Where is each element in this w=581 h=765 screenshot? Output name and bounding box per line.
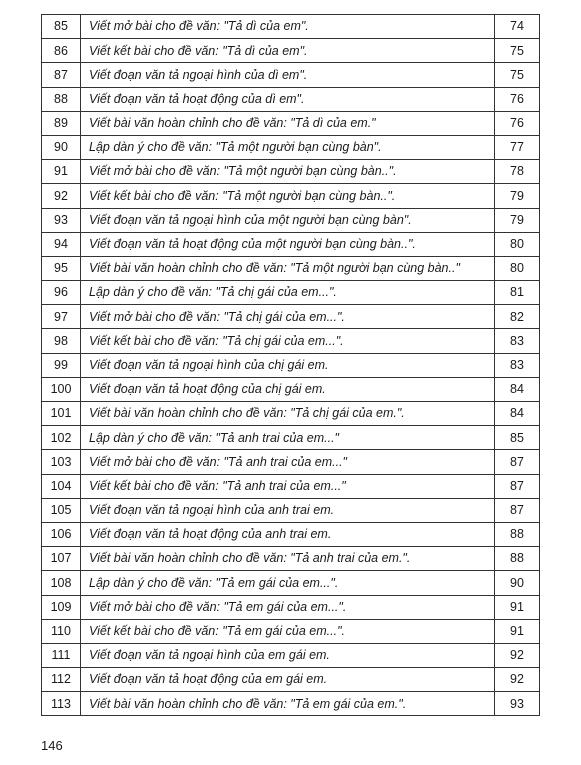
- lesson-number: 106: [42, 522, 81, 546]
- table-row: [42, 692, 540, 716]
- table-row: [42, 281, 540, 305]
- lesson-title: Viết đoạn văn tả hoạt động của dì em".: [81, 87, 495, 111]
- lesson-number: 86: [42, 39, 81, 63]
- lesson-page: 84: [495, 402, 540, 426]
- lesson-page: 85: [495, 426, 540, 450]
- lesson-page: 91: [495, 619, 540, 643]
- lesson-title: Viết đoạn văn tả hoạt động của một người bạn cùng bàn..".: [81, 232, 495, 256]
- table-row: [42, 547, 540, 571]
- lesson-title: Viết đoạn văn tả ngoại hình của em gái em.: [81, 643, 495, 667]
- lesson-title: Viết mở bài cho đề văn: "Tả anh trai của em...": [81, 450, 495, 474]
- lesson-title: Lập dàn ý cho đề văn: "Tả anh trai của em...": [81, 426, 495, 450]
- lesson-number: 90: [42, 135, 81, 159]
- lesson-title: Lập dàn ý cho đề văn: "Tả một người bạn cùng bàn".: [81, 135, 495, 159]
- lesson-page: 79: [495, 208, 540, 232]
- lesson-page: 90: [495, 571, 540, 595]
- table-row: [42, 15, 540, 39]
- lesson-number: 91: [42, 160, 81, 184]
- table-row: [42, 135, 540, 159]
- lesson-number: 111: [42, 643, 81, 667]
- lesson-number: 94: [42, 232, 81, 256]
- lesson-title: Viết mở bài cho đề văn: "Tả em gái của em...".: [81, 595, 495, 619]
- lesson-page: 77: [495, 135, 540, 159]
- table-row: [42, 402, 540, 426]
- lesson-title: Viết đoạn văn tả hoạt động của anh trai em.: [81, 522, 495, 546]
- lesson-title: Viết đoạn văn tả ngoại hình của anh trai em.: [81, 498, 495, 522]
- lesson-number: 100: [42, 377, 81, 401]
- table-row: [42, 160, 540, 184]
- lesson-page: 80: [495, 232, 540, 256]
- table-row: [42, 208, 540, 232]
- lesson-page: 84: [495, 377, 540, 401]
- lesson-number: 104: [42, 474, 81, 498]
- table-row: [42, 668, 540, 692]
- table-row: [42, 353, 540, 377]
- lesson-title: Viết kết bài cho đề văn: "Tả một người bạn cùng bàn..".: [81, 184, 495, 208]
- lesson-title: Viết bài văn hoàn chỉnh cho đề văn: "Tả dì của em.": [81, 111, 495, 135]
- table-row: [42, 184, 540, 208]
- lesson-page: 75: [495, 39, 540, 63]
- table-row: [42, 39, 540, 63]
- lesson-page: 82: [495, 305, 540, 329]
- lesson-title: Viết đoạn văn tả ngoại hình của dì em".: [81, 63, 495, 87]
- lesson-title: Viết mở bài cho đề văn: "Tả chị gái của em...".: [81, 305, 495, 329]
- lesson-number: 93: [42, 208, 81, 232]
- lesson-page: 83: [495, 329, 540, 353]
- lesson-page: 92: [495, 643, 540, 667]
- lesson-page: 78: [495, 160, 540, 184]
- lesson-title: Viết kết bài cho đề văn: "Tả dì của em".: [81, 39, 495, 63]
- lesson-number: 107: [42, 547, 81, 571]
- lesson-page: 87: [495, 498, 540, 522]
- lesson-number: 96: [42, 281, 81, 305]
- lesson-number: 85: [42, 15, 81, 39]
- table-row: [42, 450, 540, 474]
- lesson-page: 74: [495, 15, 540, 39]
- lesson-title: Lập dàn ý cho đề văn: "Tả em gái của em...".: [81, 571, 495, 595]
- lesson-number: 99: [42, 353, 81, 377]
- table-of-contents: [41, 14, 540, 716]
- table-row: [42, 522, 540, 546]
- lesson-title: Viết bài văn hoàn chỉnh cho đề văn: "Tả em gái của em.".: [81, 692, 495, 716]
- lesson-number: 102: [42, 426, 81, 450]
- lesson-page: 88: [495, 547, 540, 571]
- lesson-title: Viết đoạn văn tả ngoại hình của chị gái em.: [81, 353, 495, 377]
- table-row: [42, 426, 540, 450]
- table-row: [42, 643, 540, 667]
- lesson-page: 91: [495, 595, 540, 619]
- table-row: [42, 619, 540, 643]
- lesson-title: Viết bài văn hoàn chỉnh cho đề văn: "Tả một người bạn cùng bàn..": [81, 256, 495, 280]
- lesson-title: Viết mở bài cho đề văn: "Tả một người bạn cùng bàn..".: [81, 160, 495, 184]
- lesson-number: 113: [42, 692, 81, 716]
- lesson-page: 76: [495, 87, 540, 111]
- lesson-number: 109: [42, 595, 81, 619]
- table-row: [42, 498, 540, 522]
- page-number: 146: [41, 738, 63, 753]
- lesson-title: Lập dàn ý cho đề văn: "Tả chị gái của em...".: [81, 281, 495, 305]
- table-row: [42, 595, 540, 619]
- lesson-title: Viết đoạn văn tả hoạt động của em gái em.: [81, 668, 495, 692]
- table-row: [42, 111, 540, 135]
- table-row: [42, 329, 540, 353]
- lesson-page: 81: [495, 281, 540, 305]
- lesson-page: 87: [495, 474, 540, 498]
- table-row: [42, 474, 540, 498]
- lesson-page: 79: [495, 184, 540, 208]
- table-row: [42, 256, 540, 280]
- lesson-title: Viết kết bài cho đề văn: "Tả anh trai của em...": [81, 474, 495, 498]
- lesson-page: 92: [495, 668, 540, 692]
- lesson-page: 88: [495, 522, 540, 546]
- table-row: [42, 377, 540, 401]
- lesson-page: 83: [495, 353, 540, 377]
- lesson-title: Viết kết bài cho đề văn: "Tả chị gái của em...".: [81, 329, 495, 353]
- lesson-title: Viết kết bài cho đề văn: "Tả em gái của em...".: [81, 619, 495, 643]
- lesson-page: 75: [495, 63, 540, 87]
- table-row: [42, 87, 540, 111]
- lesson-number: 108: [42, 571, 81, 595]
- lesson-number: 103: [42, 450, 81, 474]
- lesson-number: 110: [42, 619, 81, 643]
- lesson-title: Viết bài văn hoàn chỉnh cho đề văn: "Tả chị gái của em.".: [81, 402, 495, 426]
- lesson-page: 80: [495, 256, 540, 280]
- table-row: [42, 571, 540, 595]
- lesson-number: 92: [42, 184, 81, 208]
- lesson-page: 93: [495, 692, 540, 716]
- lesson-title: Viết đoạn văn tả hoạt động của chị gái em.: [81, 377, 495, 401]
- lesson-number: 88: [42, 87, 81, 111]
- lesson-title: Viết bài văn hoàn chỉnh cho đề văn: "Tả anh trai của em.".: [81, 547, 495, 571]
- lesson-page: 87: [495, 450, 540, 474]
- lesson-title: Viết đoạn văn tả ngoại hình của một người bạn cùng bàn".: [81, 208, 495, 232]
- table-row: [42, 232, 540, 256]
- lesson-number: 98: [42, 329, 81, 353]
- table-row: [42, 63, 540, 87]
- lesson-number: 101: [42, 402, 81, 426]
- lesson-page: 76: [495, 111, 540, 135]
- lesson-number: 97: [42, 305, 81, 329]
- lesson-number: 105: [42, 498, 81, 522]
- table-row: [42, 305, 540, 329]
- toc-body: [42, 15, 540, 716]
- lesson-number: 95: [42, 256, 81, 280]
- lesson-number: 112: [42, 668, 81, 692]
- lesson-number: 87: [42, 63, 81, 87]
- lesson-number: 89: [42, 111, 81, 135]
- lesson-title: Viết mở bài cho đề văn: "Tả dì của em".: [81, 15, 495, 39]
